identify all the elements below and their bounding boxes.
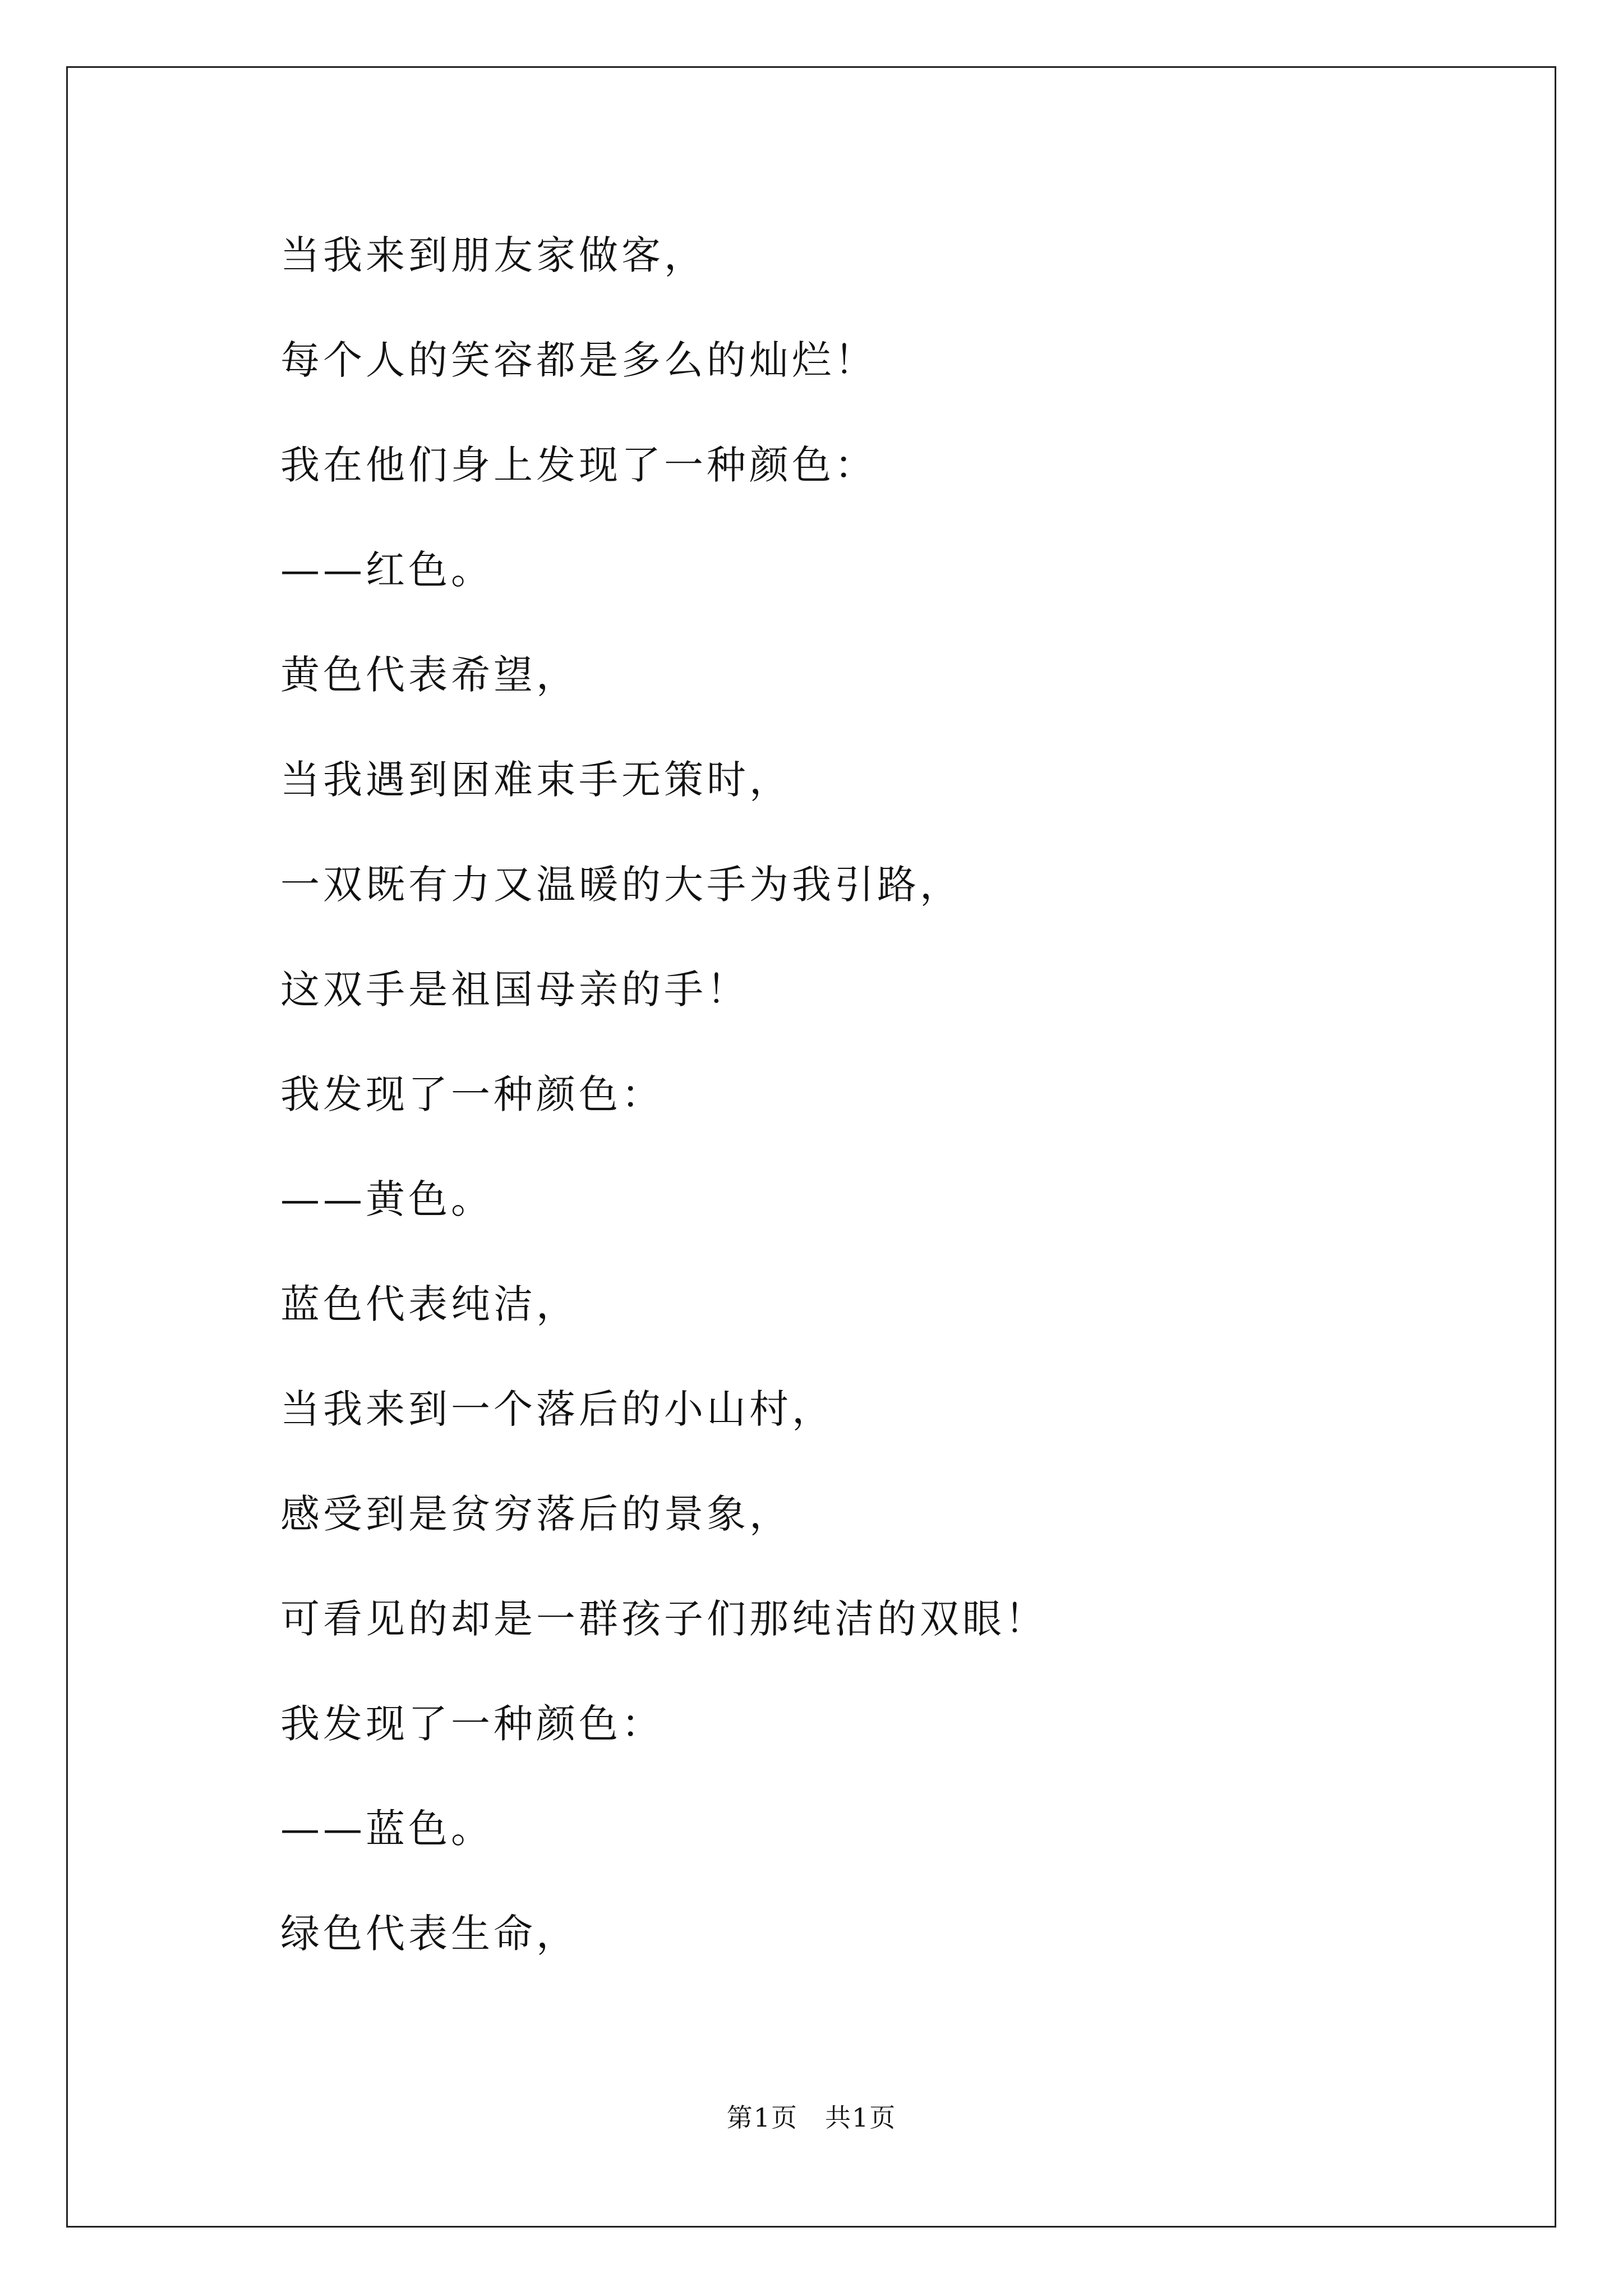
text-line: 当我来到一个落后的小山村， xyxy=(280,1386,834,1432)
text-line: 这双手是祖国母亲的手！ xyxy=(280,967,749,1013)
text-line: 绿色代表生命， xyxy=(280,1911,579,1957)
text-line: 感受到是贫穷落后的景象， xyxy=(280,1491,792,1537)
text-line: 一双既有力又温暖的大手为我引路， xyxy=(280,862,962,908)
text-line: 我发现了一种颜色： xyxy=(280,1701,664,1747)
text-line: 我发现了一种颜色： xyxy=(280,1071,664,1117)
text-line: ——蓝色。 xyxy=(280,1806,494,1852)
text-line: ——红色。 xyxy=(280,547,494,593)
text-line: 蓝色代表纯洁， xyxy=(280,1281,579,1327)
text-line: 每个人的笑容都是多么的灿烂！ xyxy=(280,337,877,383)
text-line: 黄色代表希望， xyxy=(280,652,579,698)
page-footer: 第1页 共1页 xyxy=(726,2102,897,2133)
text-line: 当我来到朋友家做客， xyxy=(280,232,707,278)
text-line: ——黄色。 xyxy=(280,1176,494,1222)
text-line: 我在他们身上发现了一种颜色： xyxy=(280,442,877,488)
text-line: 当我遇到困难束手无策时， xyxy=(280,757,792,803)
text-line: 可看见的却是一群孩子们那纯洁的双眼！ xyxy=(280,1596,1048,1642)
